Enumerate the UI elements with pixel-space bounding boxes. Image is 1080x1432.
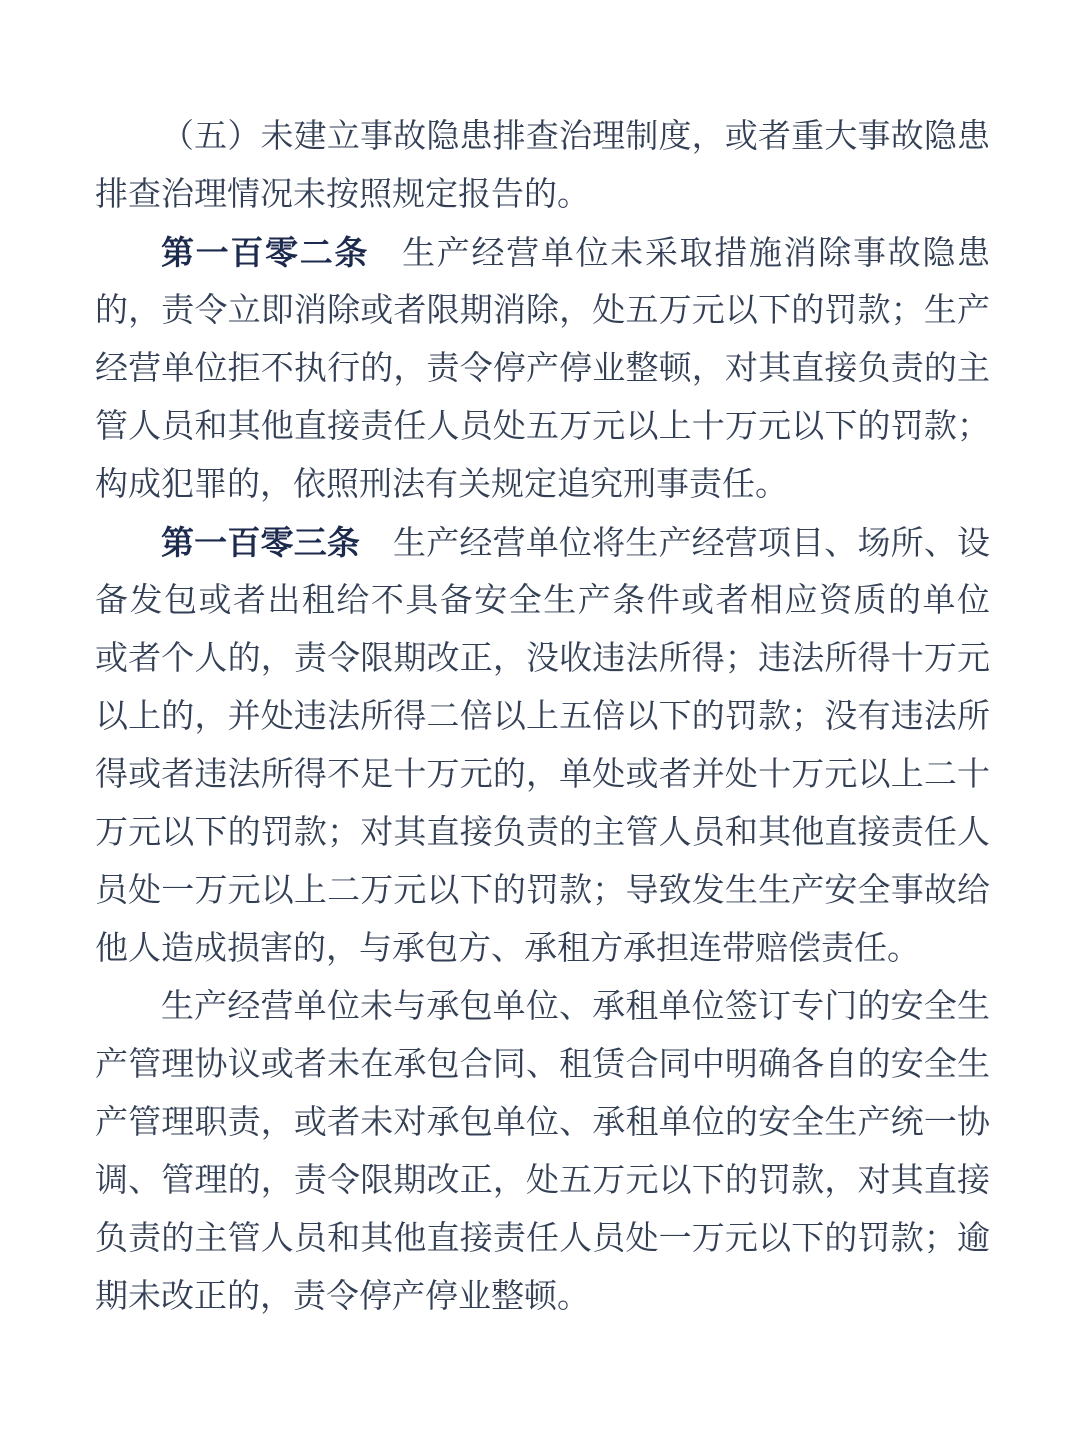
- text-line-article-103-paragraph-1: [95, 514, 990, 572]
- text-line-article-103-paragraph-2: [95, 1036, 990, 1094]
- text-line-article-103-paragraph-1: [95, 688, 990, 746]
- line-text: 员处一万元以上二万元以下的罚款；导致发生生产安全事故给: [95, 873, 990, 909]
- text-line-article-102: [95, 340, 990, 398]
- line-text: 生产经营单位未采取措施消除事故隐患: [402, 236, 990, 272]
- line-text: 万元以下的罚款；对其直接负责的主管人员和其他直接责任人: [95, 815, 990, 851]
- text-line-article-103-paragraph-2: [95, 978, 990, 1036]
- text-line-article-103-paragraph-2: [95, 1152, 990, 1210]
- text-line-clause-item-5: [95, 108, 990, 166]
- line-text: 调、管理的，责令限期改正，处五万元以下的罚款，对其直接: [95, 1163, 990, 1199]
- text-line-article-102: [95, 282, 990, 340]
- article-number: 第一百零二条: [161, 234, 370, 271]
- line-text: 经营单位拒不执行的，责令停产停业整顿，对其直接负责的主: [95, 351, 990, 387]
- text-line-article-102: [95, 224, 990, 282]
- text-line-article-103-paragraph-2: [95, 1094, 990, 1152]
- line-text: 排查治理情况未按照规定报告的。: [95, 177, 590, 213]
- line-text: 得或者违法所得不足十万元的，单处或者并处十万元以上二十: [95, 757, 990, 793]
- line-text: 产管理职责，或者未对承包单位、承租单位的安全生产统一协: [95, 1105, 990, 1141]
- line-text: 负责的主管人员和其他直接责任人员处一万元以下的罚款；逾: [95, 1221, 990, 1257]
- line-text: 备发包或者出租给不具备安全生产条件或者相应资质的单位: [95, 583, 990, 619]
- line-text: 期未改正的，责令停产停业整顿。: [95, 1279, 590, 1315]
- text-line-article-103-paragraph-1: [95, 630, 990, 688]
- line-text: 构成犯罪的，依照刑法有关规定追究刑事责任。: [95, 467, 788, 503]
- line-text: 他人造成损害的，与承包方、承租方承担连带赔偿责任。: [95, 931, 920, 967]
- line-text: 管人员和其他直接责任人员处五万元以上十万元以下的罚款；: [95, 409, 990, 445]
- article-number: 第一百零三条: [161, 524, 361, 561]
- text-line-article-102: [95, 456, 990, 514]
- text-line-article-103-paragraph-1: [95, 920, 990, 978]
- line-text: 产管理协议或者未在承包合同、租赁合同中明确各自的安全生: [95, 1047, 990, 1083]
- text-line-article-103-paragraph-1: [95, 804, 990, 862]
- document-text: [95, 108, 990, 1326]
- line-text: 或者个人的，责令限期改正，没收违法所得；违法所得十万元: [95, 641, 990, 677]
- line-text: 以上的，并处违法所得二倍以上五倍以下的罚款；没有违法所: [95, 699, 990, 735]
- text-line-article-103-paragraph-1: [95, 746, 990, 804]
- text-line-article-103-paragraph-2: [95, 1268, 990, 1326]
- line-text: 的，责令立即消除或者限期消除，处五万元以下的罚款；生产: [95, 293, 990, 329]
- line-text: 生产经营单位未与承包单位、承租单位签订专门的安全生: [161, 989, 990, 1025]
- line-text: 生产经营单位将生产经营项目、场所、设: [393, 526, 990, 562]
- text-line-article-103-paragraph-1: [95, 862, 990, 920]
- line-text: （五）未建立事故隐患排查治理制度，或者重大事故隐患: [161, 119, 990, 155]
- text-line-clause-item-5: [95, 166, 990, 224]
- text-line-article-103-paragraph-2: [95, 1210, 990, 1268]
- text-line-article-102: [95, 398, 990, 456]
- text-line-article-103-paragraph-1: [95, 572, 990, 630]
